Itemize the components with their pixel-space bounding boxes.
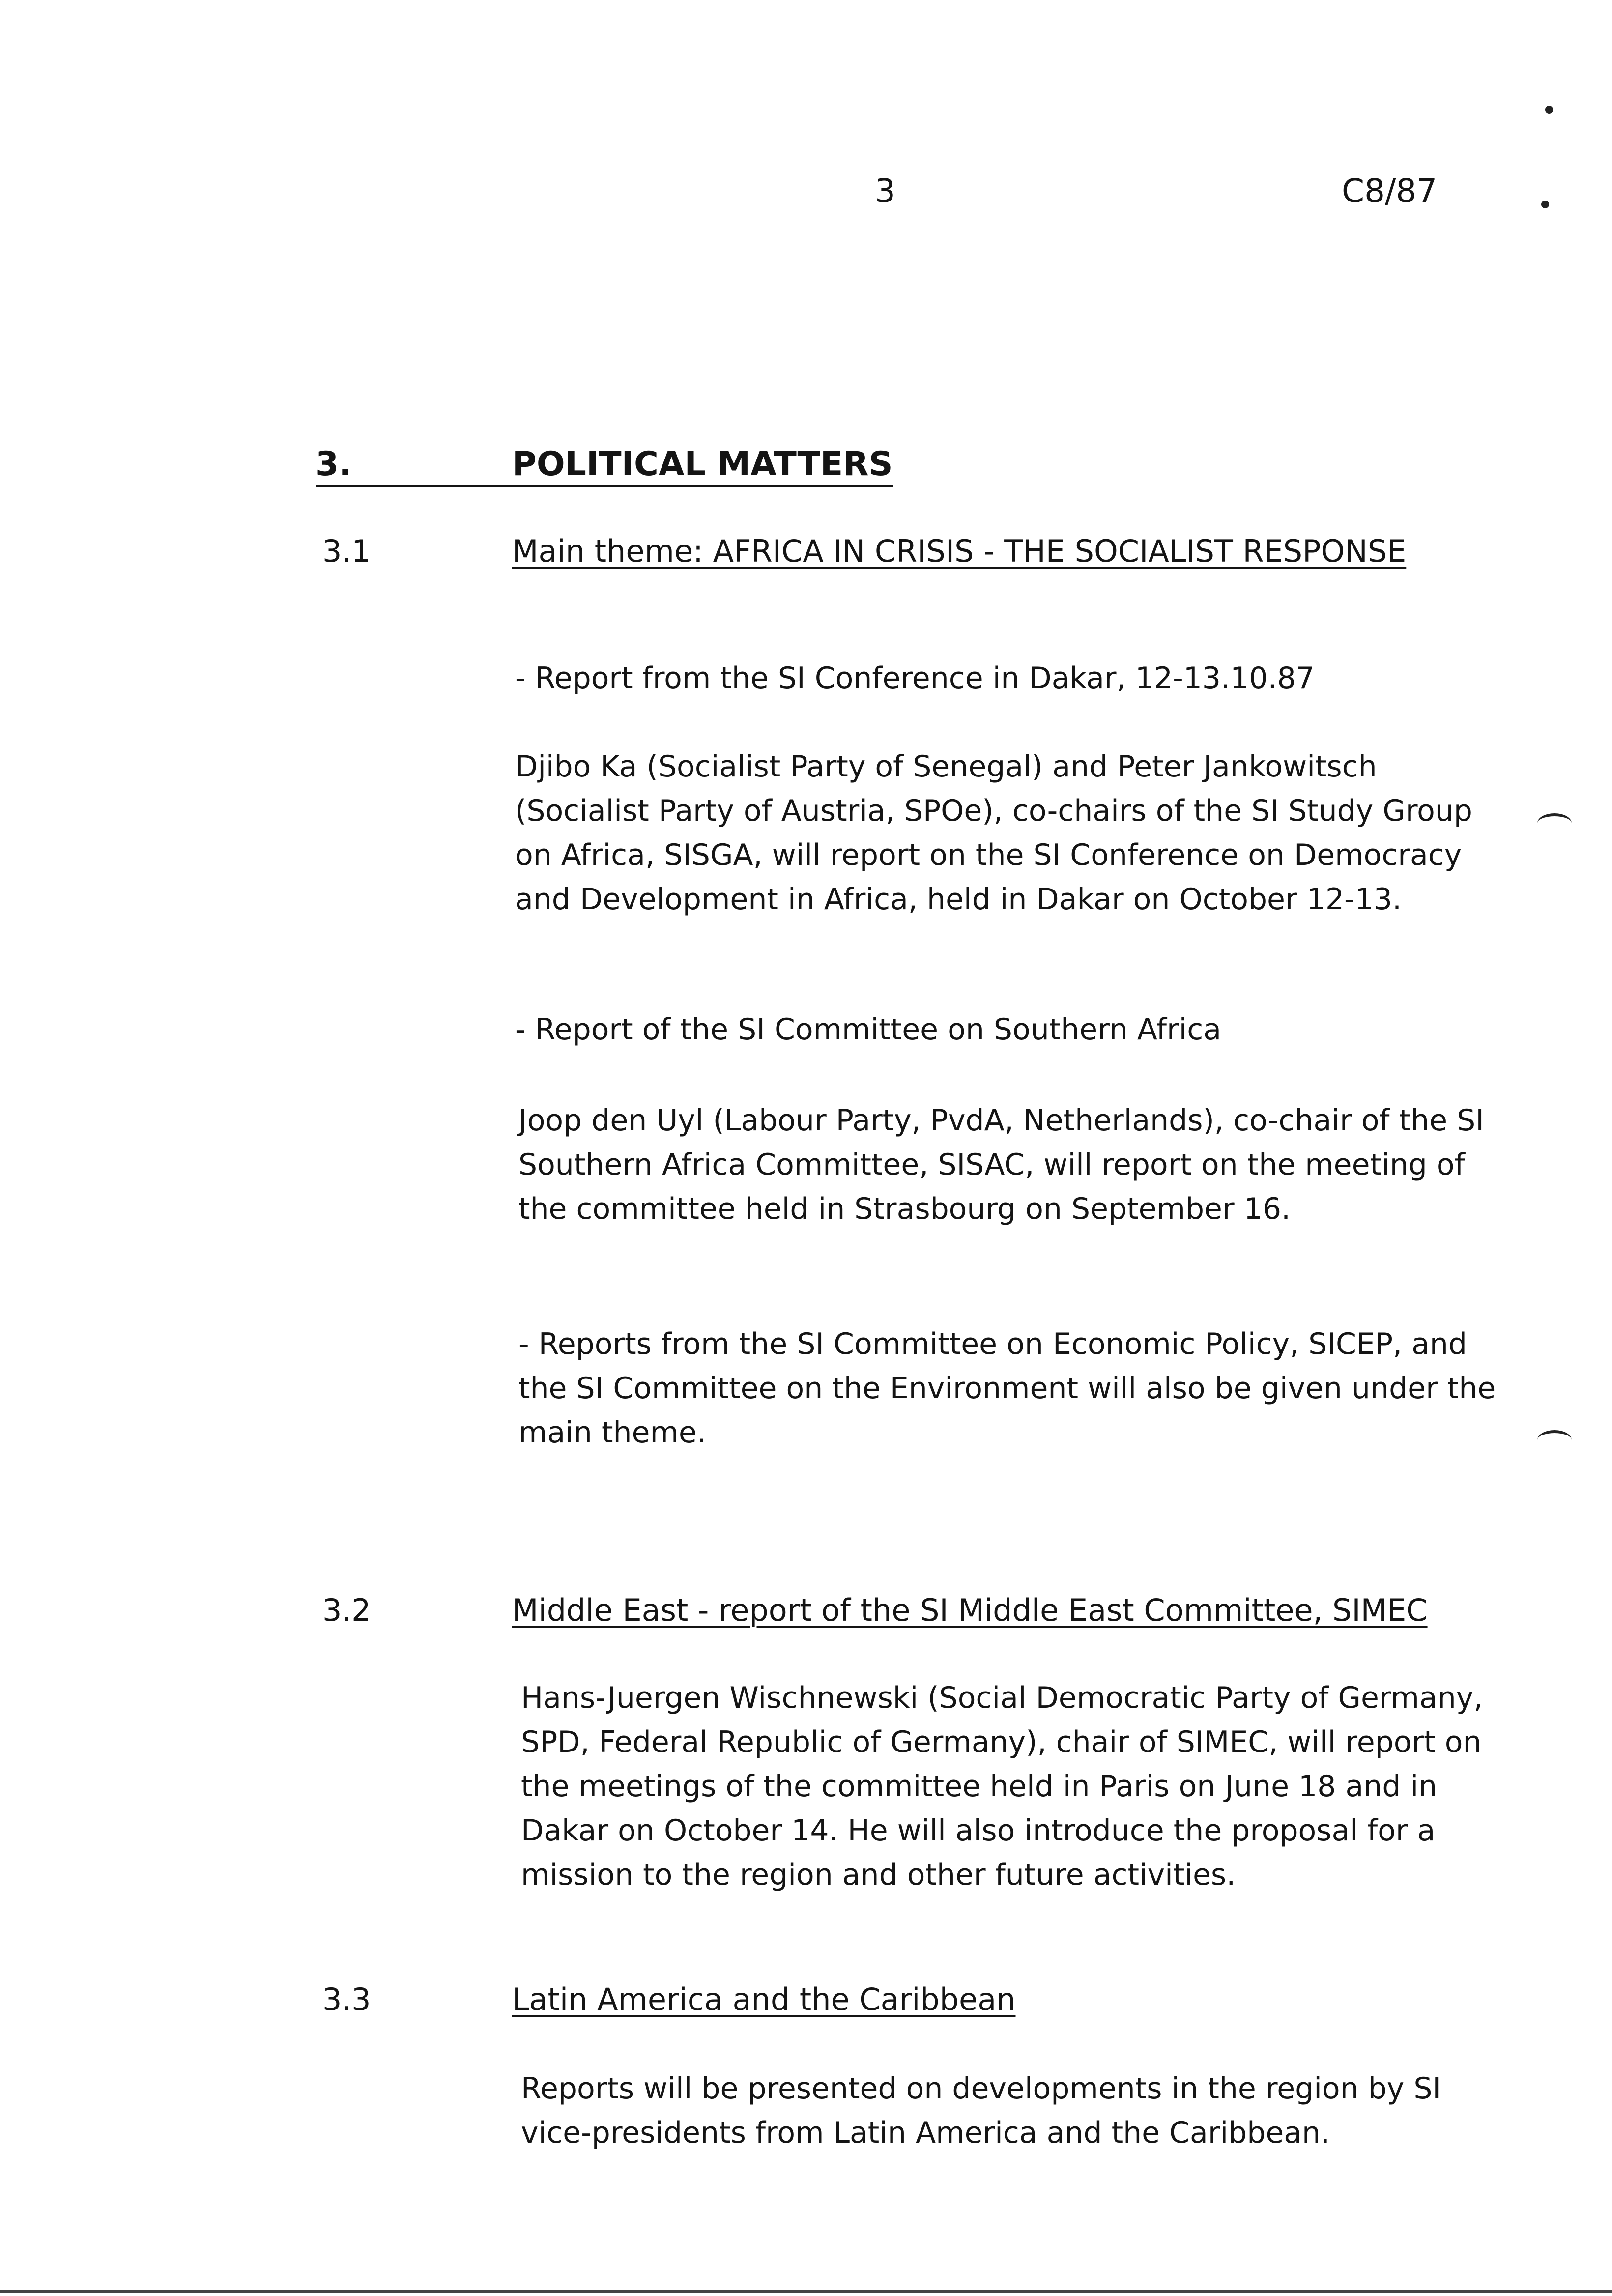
item-number: 3.2 [322,1592,371,1628]
scan-speck [1545,106,1553,114]
page-number: 3 [875,172,895,210]
margin-mark [1537,1430,1572,1450]
item-title: Middle East - report of the SI Middle East Committee, SIMEC [512,1592,1428,1628]
document-reference: C8/87 [1342,172,1438,210]
paragraph: Djibo Ka (Socialist Party of Senegal) and Peter Jankowitsch (Socialist Party of Austria, SPOe), co-chairs of the SI Study Group on Africa, SISGA, will report on the SI Conference on Democracy and Development in Africa, held in Dakar on October 12-13. [515,749,1473,917]
item-number: 3.3 [322,1981,371,2017]
report-line: - Report of the SI Committee on Southern Africa [515,1012,1222,1047]
paragraph: Joop den Uyl (Labour Party, PvdA, Netherlands), co-chair of the SI Southern Africa Committee, SISAC, will report on the meeting of the committee held in Strasbourg on September 16. [518,1103,1484,1226]
paragraph: Reports will be presented on developments in the region by SI vice-presidents from Latin America and the Caribbean. [521,2071,1441,2150]
scan-speck [1541,201,1549,208]
margin-mark [1537,813,1572,833]
section-title: POLITICAL MATTERS [512,445,893,487]
section-number: 3. [316,445,512,487]
item-number: 3.1 [322,533,371,569]
report-line: - Report from the SI Conference in Dakar, 12-13.10.87 [515,661,1315,695]
paragraph: - Reports from the SI Committee on Economic Policy, SICEP, and the SI Committee on the Environment will also be given under the main theme. [518,1327,1496,1450]
item-title: Main theme: AFRICA IN CRISIS - THE SOCIALIST RESPONSE [512,533,1407,569]
paragraph: Hans-Juergen Wischnewski (Social Democratic Party of Germany, SPD, Federal Republic of Germany), chair of SIMEC, will report on the meetings of the committee held in Paris on June 18 and in Dakar on October 14. He will also introduce the proposal for a mission to the region and other future activities. [521,1681,1483,1892]
item-title: Latin America and the Caribbean [512,1981,1016,2017]
page-bottom-edge [0,2290,1612,2293]
